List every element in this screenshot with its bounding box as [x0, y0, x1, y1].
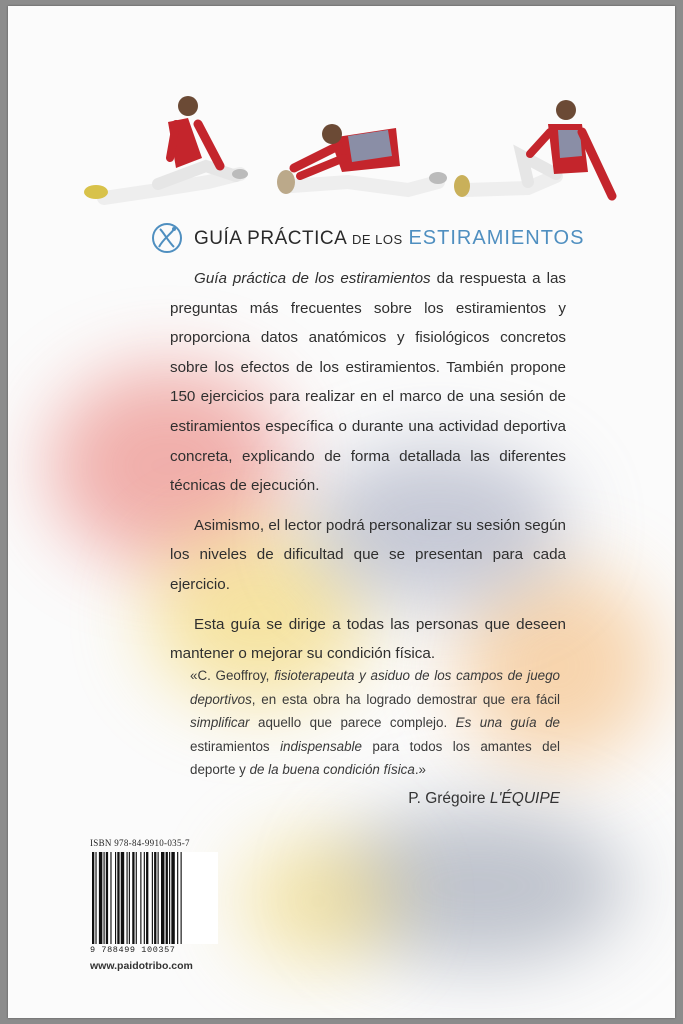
description-paragraph-1	[170, 264, 566, 501]
barcode-bar	[95, 852, 96, 944]
quote-source: L'ÉQUIPE	[489, 790, 560, 807]
barcode-bar	[115, 852, 116, 944]
barcode-bar	[169, 852, 170, 944]
description	[170, 264, 566, 669]
quote-part: aquello que parece complejo.	[249, 715, 456, 730]
book-back-cover	[8, 6, 675, 1018]
quote-italic: de la buena condición física	[249, 762, 415, 777]
description-paragraph-3: Esta guía se dirige a todas las personas que deseen mantener o mejorar su condición física.	[170, 615, 566, 663]
barcode-bar	[106, 852, 108, 944]
barcode	[90, 852, 218, 944]
barcode-bar	[117, 852, 119, 944]
quote-part: estiramientos	[190, 738, 281, 754]
stretching-figures-illustration	[8, 6, 675, 216]
quote-attribution	[190, 790, 560, 808]
barcode-bar	[146, 852, 148, 944]
quote-part: para todos los amantes del deporte y	[190, 738, 560, 777]
barcode-bar	[144, 852, 145, 944]
quote-italic: fisioterapeuta y asiduo de los campos de juego deportivos	[190, 668, 560, 707]
quote-italic: indispensable	[280, 738, 362, 754]
title-middle: DE LOS	[351, 231, 403, 247]
isbn-label: ISBN 978-84-9910-035-7	[90, 838, 190, 848]
barcode-bar	[104, 852, 105, 944]
barcode-bar	[166, 852, 168, 944]
book-title-inline: Guía práctica de los estiramientos	[194, 270, 431, 287]
barcode-bar	[92, 852, 94, 944]
barcode-bar	[99, 852, 102, 944]
barcode-bar	[152, 852, 153, 944]
title-accent: ESTIRAMIENTOS	[408, 226, 585, 249]
title-text	[194, 227, 584, 250]
barcode-bar	[136, 852, 137, 944]
isbn-digits: 9 788499 100357	[90, 945, 176, 955]
publisher-website: www.paidotribo.com	[90, 960, 193, 972]
barcode-block	[90, 838, 222, 955]
barcode-bar	[121, 852, 124, 944]
barcode-bar	[177, 852, 178, 944]
stretching-figures	[8, 6, 675, 216]
description-paragraph-1-text: da respuesta a las preguntas más frecuentes sobre los estiramientos y proporciona datos anatómicos y fisiológicos concretos sobre los efectos de los estiramientos. También propone 150 ejercicios para realizar en el marco de una sesión de estiramientos específica o durante una actividad deportiva concreta, explicando de forma detallada las diferentes técnicas de ejecución.	[170, 270, 566, 495]
quote-part: , en esta obra ha logrado demostrar que era fácil	[251, 691, 560, 707]
barcode-bar	[171, 852, 174, 944]
barcode-bar	[132, 852, 134, 944]
review-quote	[190, 664, 560, 782]
quote-italic: simplificar	[190, 715, 250, 730]
barcode-bar	[161, 852, 164, 944]
barcode-bar	[129, 852, 130, 944]
barcode-bar	[158, 852, 159, 944]
description-paragraph-2: Asimismo, el lector podrá personalizar su sesión según los niveles de dificultad que se presentan para cada ejercicio.	[170, 516, 566, 593]
stretch-logo-icon	[150, 221, 184, 255]
figure-2-straddle	[277, 124, 447, 194]
background-blur-yellow-low	[238, 836, 398, 966]
figure-3-twist	[454, 100, 612, 197]
barcode-bar	[154, 852, 156, 944]
barcode-bar	[127, 852, 128, 944]
book-title	[150, 216, 670, 260]
title-prefix: GUÍA PRÁCTICA	[194, 227, 347, 249]
barcode-bar	[140, 852, 141, 944]
quote-author: P. Grégoire	[408, 790, 490, 807]
barcode-bar	[110, 852, 111, 944]
figure-1-seated	[84, 96, 248, 199]
quote-italic: Es una guía de	[455, 715, 560, 730]
barcode-bar	[181, 852, 182, 944]
quote-part: «C. Geoffroy,	[190, 668, 275, 683]
quote-part: .»	[414, 762, 426, 777]
